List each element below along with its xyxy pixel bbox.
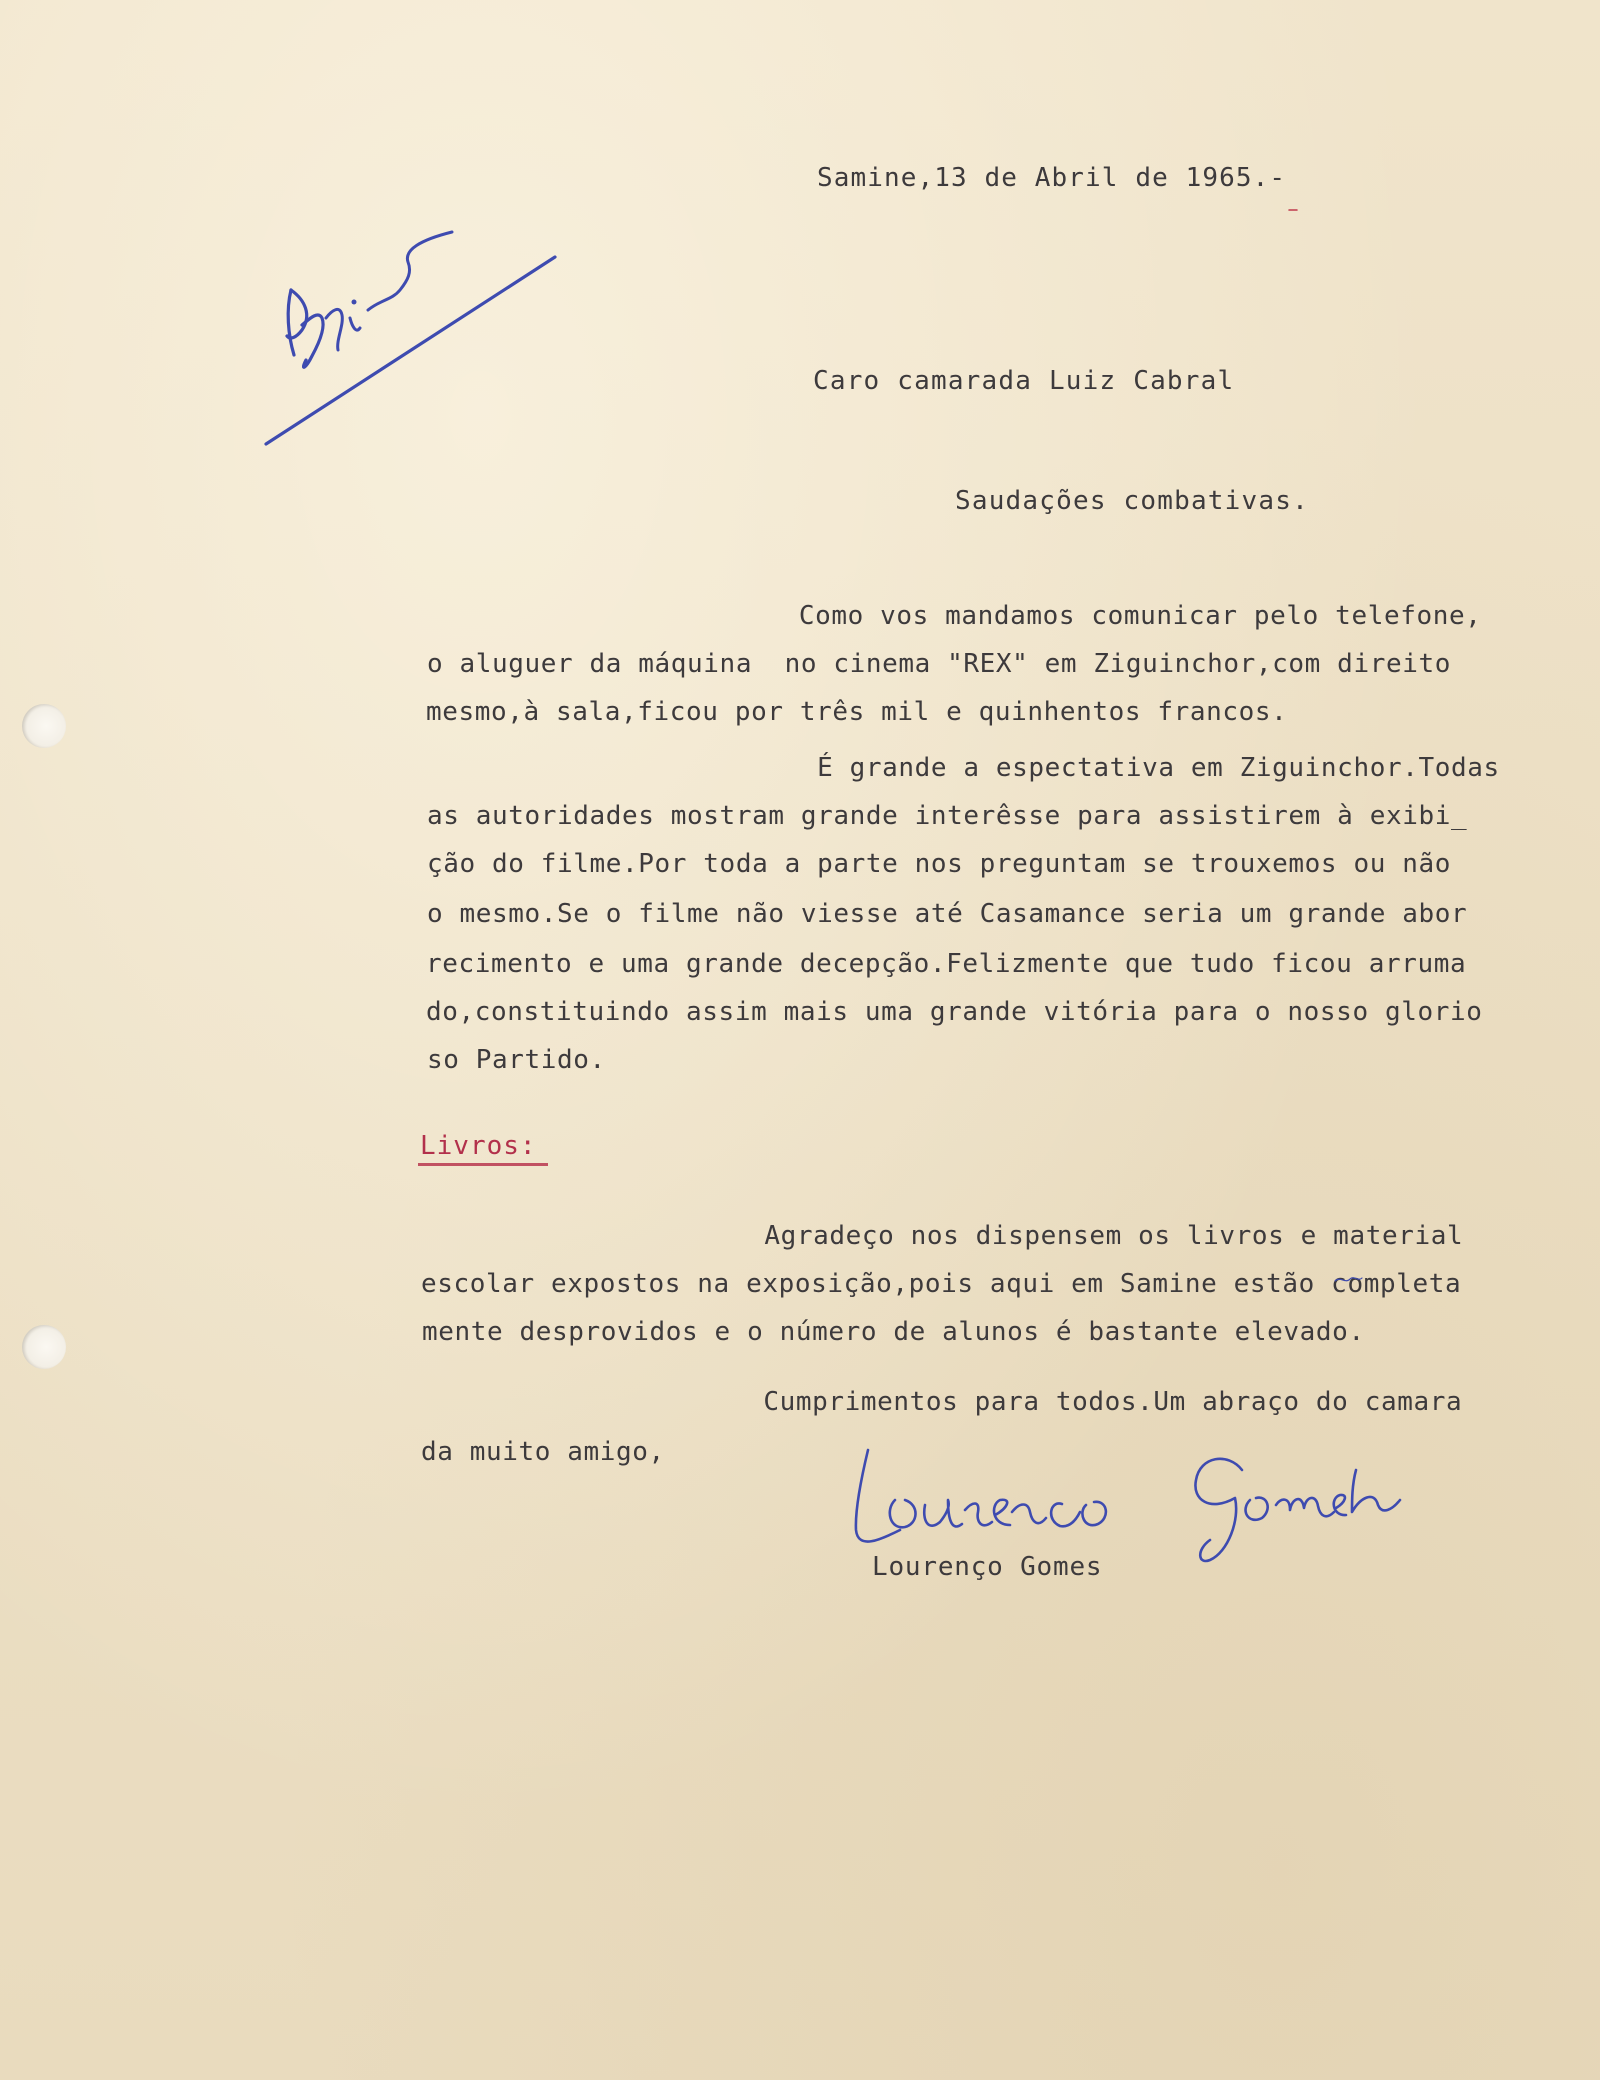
text-line: escolar expostos na exposição,pois aqui em Samine estão completa — [421, 1269, 1462, 1299]
text-line: mente desprovidos e o número de alunos é bastante elevado. — [422, 1317, 1365, 1347]
text-line: o mesmo.Se o filme não viesse até Casamance seria um grande abor — [427, 899, 1468, 929]
text-line: ção do filme.Por toda a parte nos preguntam se trouxemos ou não — [427, 849, 1451, 879]
section-heading-livros: Livros: — [420, 1131, 537, 1161]
text-line: É grande a espectativa em Ziguinchor.Todas — [427, 753, 1500, 783]
text-line: recimento e uma grande decepção.Felizmente que tudo ficou arruma — [426, 949, 1467, 979]
text-line: as autoridades mostram grande interêsse para assistirem à exibi_ — [427, 801, 1468, 831]
punch-hole — [22, 1325, 66, 1369]
salutation: Caro camarada Luiz Cabral — [813, 366, 1235, 396]
ink-dot — [352, 300, 357, 305]
punch-hole — [22, 704, 66, 748]
date-line: Samine,13 de Abril de 1965.- — [817, 163, 1287, 193]
typed-signatory-name: Lourenço Gomes — [872, 1552, 1103, 1582]
text-line: da muito amigo, — [421, 1437, 665, 1467]
text-line: do,constituindo assim mais uma grande vitória para o nosso glorio — [426, 997, 1483, 1027]
text-line: o aluguer da máquina no cinema "REX" em Ziguinchor,com direito — [427, 649, 1451, 679]
heading-underline — [418, 1163, 548, 1166]
handwritten-annotation — [266, 232, 555, 444]
text-line: Cumprimentos para todos.Um abraço do camara — [422, 1387, 1463, 1417]
text-line: Agradeço nos dispensem os livros e material — [423, 1221, 1464, 1251]
text-line: Como vos mandamos comunicar pelo telefone, — [425, 601, 1482, 631]
text-line: mesmo,à sala,ficou por três mil e quinhentos francos. — [426, 697, 1288, 727]
greeting: Saudações combativas. — [955, 486, 1309, 516]
text-line: so Partido. — [427, 1045, 606, 1075]
